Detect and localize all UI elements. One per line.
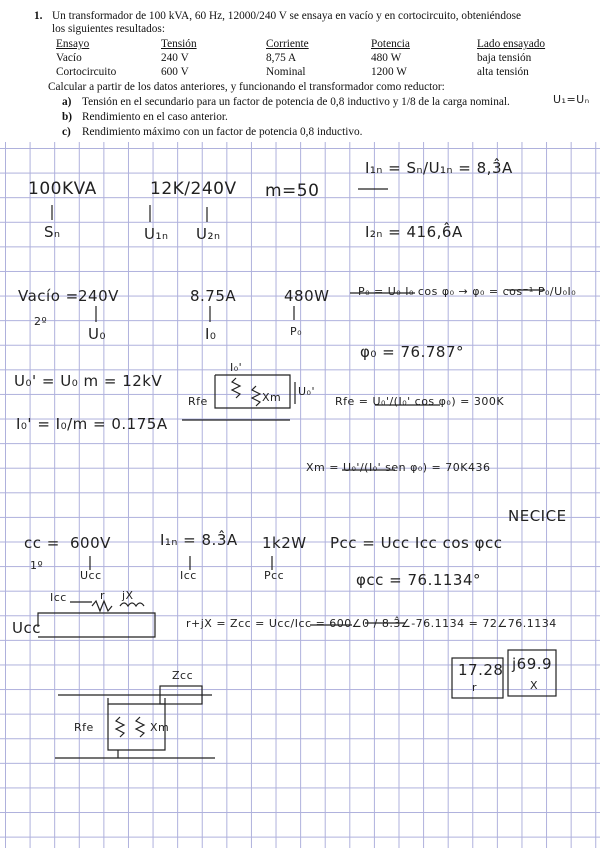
handwritten-note-a: U₁=Uₙ: [553, 93, 590, 106]
table-cell: 1200 W: [371, 66, 407, 78]
hw-vacio-current-symbol: I₀: [205, 325, 217, 343]
item-label: a): [62, 96, 72, 108]
hw-rfe-equation: Rfe = U₀'/(I₀' cos φ₀) = 300K: [335, 395, 505, 408]
hw-i1n-equation: I₁ₙ = Sₙ/U₁ₙ = 8,3̂A: [365, 159, 513, 177]
problem-statement: [0, 0, 600, 142]
hw-result-x: j69.9: [512, 655, 553, 673]
problem-number: 1.: [34, 10, 43, 22]
hw-vacio-power-symbol: P₀: [290, 325, 303, 338]
instruction-text: Calcular a partir de los datos anteriores, y funcionando el transformador como reductor:: [48, 81, 445, 93]
hw-v-rating: 12K/240V: [150, 179, 237, 199]
statement-line-2: los siguientes resultados:: [52, 23, 165, 35]
hw-ratio: m=50: [265, 181, 320, 201]
hw-s-rating: 100KVA: [28, 179, 97, 199]
hw-xm-label: Xm: [262, 391, 282, 404]
hw-vacio-power: 480W: [284, 287, 330, 305]
hw-vacio-voltage: 240V: [78, 287, 119, 305]
table-cell: Cortocircuito: [56, 66, 117, 78]
hw-result-r-symbol: r: [472, 681, 478, 694]
hw-rfe2-label: Rfe: [74, 721, 94, 734]
hw-cc-power-symbol: Pcc: [264, 569, 285, 582]
table-cell: 240 V: [161, 52, 189, 64]
hw-ckt-r: r: [100, 589, 106, 602]
hw-vacio-voltage-symbol: U₀: [88, 325, 106, 343]
hw-ckt-icc: Icc: [50, 591, 67, 604]
hw-u0-prime: U₀' = U₀ m = 12kV: [14, 372, 163, 390]
statement-line-1: Un transformador de 100 kVA, 60 Hz, 12000/240 V se ensaya en vacío y en cortocircuito, obteniéndose: [52, 10, 522, 22]
table-cell: Vacío: [56, 52, 82, 64]
hw-u0-label: U₀': [298, 385, 315, 398]
table-header: Potencia: [371, 38, 410, 50]
table-header: Tensión: [161, 38, 197, 50]
hw-xm2-label: Xm: [150, 721, 170, 734]
hw-result-x-symbol: X: [530, 679, 539, 692]
item-label: c): [62, 126, 71, 138]
item-label: b): [62, 111, 73, 123]
table-cell: 480 W: [371, 52, 402, 64]
hw-p0-equation: P₀ = U₀ I₀ cos φ₀ → φ₀ = cos⁻¹ P₀/U₀I₀: [358, 285, 577, 298]
item-text: Tensión en el secundario para un factor de potencia de 0,8 inductivo y 1/8 de la carga nominal.: [82, 96, 510, 108]
hw-cc-voltage: 600V: [70, 534, 111, 552]
table-cell: 600 V: [161, 66, 189, 78]
hw-s-symbol: Sₙ: [44, 223, 61, 241]
hw-v2-symbol: U₂ₙ: [196, 225, 221, 243]
hw-vacio-label: Vacío =: [18, 287, 79, 305]
item-text: Rendimiento máximo con un factor de potencia 0,8 inductivo.: [82, 126, 363, 138]
hw-xm-equation: Xm = U₀'/(I₀' sen φ₀) = 70K436: [306, 461, 491, 474]
hw-cc-current: I₁ₙ = 8.3̂A: [160, 531, 238, 549]
hw-result-r: 17.28: [458, 661, 504, 679]
table-header: Lado ensayado: [477, 38, 546, 50]
hw-ckt-jx: jX: [122, 589, 134, 602]
table-cell: alta tensión: [477, 66, 529, 78]
hw-rfe-label: Rfe: [188, 395, 208, 408]
hw-i2n-equation: I₂ₙ = 416,6̂A: [365, 223, 463, 241]
hw-phi0: φ₀ = 76.787°: [360, 343, 464, 361]
hw-i0-label: I₀': [230, 361, 243, 374]
table-cell: baja tensión: [477, 52, 532, 64]
hw-cc-side: 1º: [30, 559, 44, 572]
hw-vacio-side: 2º: [34, 315, 48, 328]
hw-cc-power: 1k2W: [262, 534, 307, 552]
hw-stamp: NECICE: [508, 507, 567, 525]
hw-i0-prime: I₀' = I₀/m = 0.175A: [16, 415, 168, 433]
hw-zcc-label: Zcc: [172, 669, 194, 682]
table-cell: Nominal: [266, 66, 306, 78]
hw-pcc-equation: Pcc = Ucc Icc cos φcc: [330, 534, 503, 552]
table-header: Corriente: [266, 38, 309, 50]
graph-paper-notes: [0, 142, 600, 848]
hw-v1-symbol: U₁ₙ: [144, 225, 169, 243]
item-text: Rendimiento en el caso anterior.: [82, 111, 228, 123]
table-cell: 8,75 A: [266, 52, 297, 64]
hw-phicc: φcc = 76.1134°: [356, 571, 482, 589]
hw-vacio-current: 8.75A: [190, 287, 237, 305]
hw-zcc-equation: r+jX = Zcc = Ucc/Icc = 600∠0 / 8.3̂∠-76.1134 = 72∠76.1134: [186, 617, 557, 630]
hw-ckt-ucc: Ucc: [12, 619, 41, 637]
hw-cc-current-symbol: Icc: [180, 569, 197, 582]
hw-cc-voltage-symbol: Ucc: [80, 569, 102, 582]
table-header: Ensayo: [56, 38, 90, 50]
hw-cc-label: cc =: [24, 534, 60, 552]
